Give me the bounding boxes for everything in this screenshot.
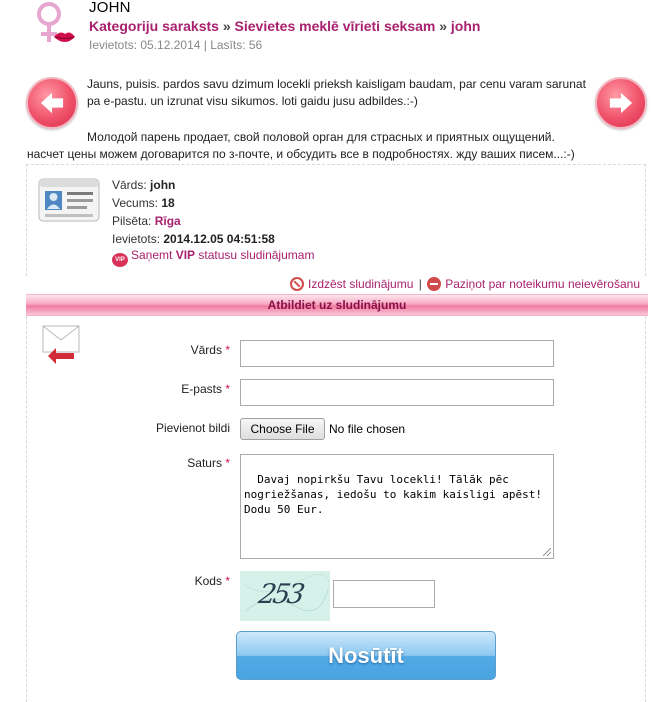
- author-info: [112, 176, 275, 248]
- vip-status-link[interactable]: [112, 248, 314, 267]
- report-icon: [427, 277, 441, 291]
- info-city-row: [112, 212, 275, 230]
- info-city-label: Pilsēta:: [112, 214, 152, 228]
- email-label: [60, 382, 230, 396]
- delete-ad-link[interactable]: [290, 277, 413, 291]
- info-age-row: [112, 194, 275, 212]
- vip-badge-icon: VIP: [112, 253, 128, 267]
- attach-label: Pievienot bildi: [155, 421, 230, 435]
- required-mark: *: [225, 382, 230, 396]
- user-title: JOHN: [89, 0, 131, 16]
- info-age-label: Vecums:: [112, 196, 159, 210]
- file-status: No file chosen: [329, 422, 406, 436]
- vip-prefix: Saņemt: [131, 248, 176, 262]
- email-input[interactable]: [240, 379, 554, 406]
- info-age-value: 18: [161, 196, 175, 210]
- ad-description-lv: Jauns, puisis. pardos savu dzimum locekli prieksh kaisligam baudam, par cenu varam sarunat pa e-pastu. un izrunat visu sikumos. loti gaidu jusu adbildes.:-): [87, 77, 586, 108]
- email-label-text: E-pasts: [181, 382, 222, 396]
- arrow-right-icon[interactable]: [595, 77, 647, 129]
- breadcrumb-categories[interactable]: Kategoriju saraksts: [89, 18, 219, 34]
- name-label-text: Vārds: [190, 343, 222, 357]
- vip-bold: VIP: [175, 248, 196, 262]
- breadcrumb: [89, 18, 480, 34]
- code-label: [60, 574, 230, 588]
- delete-icon: [290, 277, 304, 291]
- info-name-label: Vārds:: [112, 178, 147, 192]
- info-name-value: john: [150, 178, 176, 192]
- report-ad-link[interactable]: [427, 277, 640, 291]
- info-posted-label: Ievietots:: [112, 232, 161, 246]
- content-label-text: Saturs: [187, 456, 222, 470]
- info-name-row: [112, 176, 275, 194]
- delete-ad-label: Izdzēst sludinājumu: [308, 277, 414, 291]
- breadcrumb-category[interactable]: Sievietes meklē vīrieti seksam: [234, 18, 436, 34]
- actions-separator: |: [418, 277, 422, 291]
- content-text: Davaj nopirkšu Tavu locekli! Tālāk pēc nogriežšanas, iedošu to kakim kaisligi apēst! Dodu 50 Eur.: [244, 473, 549, 516]
- vip-suffix: statusu sludinājumam: [195, 248, 315, 262]
- content-textarea[interactable]: [240, 454, 554, 559]
- captcha-text: 253: [256, 579, 305, 610]
- required-mark: *: [225, 574, 230, 588]
- ad-description-ru-line1: Молодой парень продает, свой половой орган для страсных и приятных ощущений.: [87, 130, 555, 144]
- ad-description-ru-line2: насчет цены можем договарится по з-почте, и обсудить все в подробностях. жду ваших писем...:-): [27, 147, 575, 161]
- info-posted-row: [112, 230, 275, 248]
- post-meta: Ievietots: 05.12.2014 | Lasīts: 56: [89, 38, 263, 52]
- resize-handle[interactable]: [543, 548, 551, 556]
- required-mark: *: [225, 343, 230, 357]
- info-posted-value: 2014.12.05 04:51:58: [163, 232, 275, 246]
- breadcrumb-separator: »: [222, 18, 231, 34]
- reply-section-title: Atbildiet uz sludinājumu: [26, 294, 648, 316]
- breadcrumb-separator: »: [439, 18, 448, 34]
- arrow-left-icon[interactable]: [26, 77, 78, 129]
- vcard-icon: [38, 178, 100, 222]
- required-mark: *: [225, 456, 230, 470]
- female-symbol-lips-icon: [32, 0, 76, 52]
- name-input[interactable]: [240, 340, 554, 367]
- code-label-text: Kods: [194, 574, 222, 588]
- report-ad-label: Paziņot par noteikumu neievērošanu: [445, 277, 640, 291]
- name-label: [60, 343, 230, 357]
- info-city-value[interactable]: Rīga: [154, 214, 181, 228]
- ad-actions: [290, 277, 640, 291]
- submit-button[interactable]: Nosūtīt: [236, 631, 496, 680]
- captcha-image: [240, 571, 330, 621]
- breadcrumb-current[interactable]: john: [450, 18, 481, 34]
- captcha-input[interactable]: [333, 580, 435, 608]
- choose-file-button[interactable]: Choose File: [240, 418, 325, 440]
- content-label: [60, 456, 230, 470]
